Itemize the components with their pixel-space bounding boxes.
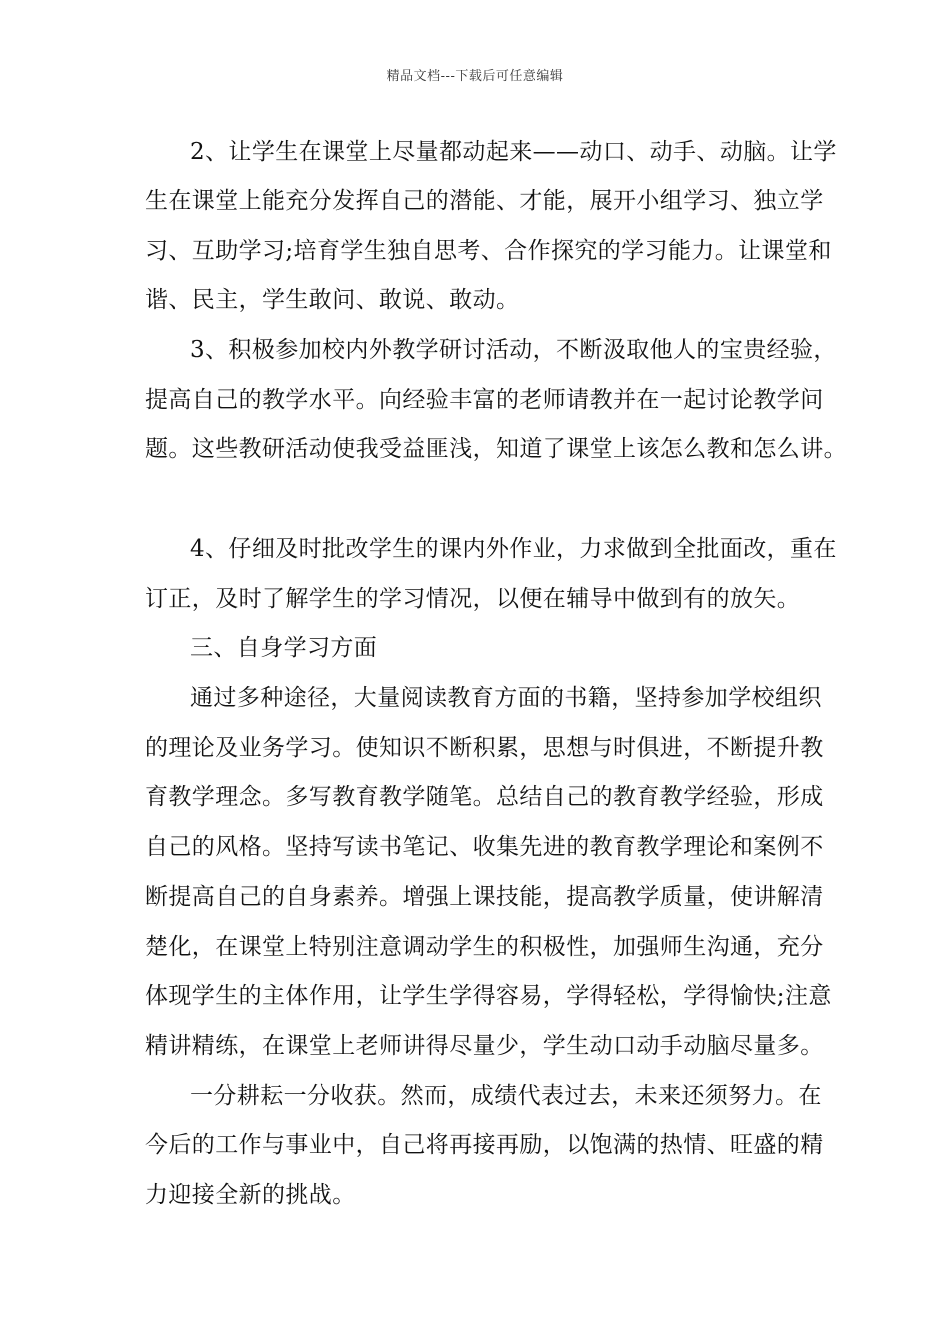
- text-line: 2、让学生在课堂上尽量都动起来——动口、动手、动脑。让学: [190, 139, 837, 165]
- text-line: 今后的工作与事业中，自己将再接再励，以饱满的热情、旺盛的精: [145, 1132, 824, 1158]
- text-line: 题。这些教研活动使我受益匪浅，知道了课堂上该怎么教和怎么讲。: [145, 436, 847, 462]
- text-line: 的理论及业务学习。使知识不断积累，思想与时俱进，不断提升教: [145, 735, 824, 761]
- text-line: 一分耕耘一分收获。然而，成绩代表过去，未来还须努力。在: [190, 1083, 822, 1109]
- text-line: 断提高自己的自身素养。增强上课技能，提高教学质量，使讲解清: [145, 884, 824, 910]
- text-line: 习、互助学习;培育学生独自思考、合作探究的学习能力。让课堂和: [145, 238, 832, 264]
- text-line: 订正，及时了解学生的学习情况，以便在辅导中做到有的放矢。: [145, 586, 801, 612]
- text-line: 自己的风格。坚持写读书笔记、收集先进的教育教学理论和案例不: [145, 834, 824, 860]
- text-line: 力迎接全新的挑战。: [145, 1182, 356, 1208]
- text-line: 楚化，在课堂上特别注意调动学生的积极性，加强师生沟通，充分: [145, 934, 824, 960]
- text-line: 体现学生的主体作用，让学生学得容易，学得轻松，学得愉快;注意: [145, 983, 832, 1009]
- text-line: 通过多种途径，大量阅读教育方面的书籍，坚持参加学校组织: [190, 685, 822, 711]
- page-header: 精品文档---下载后可任意编辑: [386, 69, 564, 84]
- text-line: 3、积极参加校内外教学研讨活动，不断汲取他人的宝贵经验，: [190, 337, 837, 363]
- text-line: 生在课堂上能充分发挥自己的潜能、才能，展开小组学习、独立学: [145, 188, 824, 214]
- text-line: 谐、民主，学生敢问、敢说、敢动。: [145, 287, 520, 313]
- text-line: 提高自己的教学水平。向经验丰富的老师请教并在一起讨论教学问: [145, 387, 824, 413]
- section-heading: 三、自身学习方面: [190, 635, 378, 661]
- text-line: 4、仔细及时批改学生的课内外作业，力求做到全批面改，重在: [190, 536, 837, 562]
- text-line: 精讲精练，在课堂上老师讲得尽量少，学生动口动手动脑尽量多。: [145, 1033, 824, 1059]
- text-line: 育教学理念。多写教育教学随笔。总结自己的教育教学经验，形成: [145, 784, 824, 810]
